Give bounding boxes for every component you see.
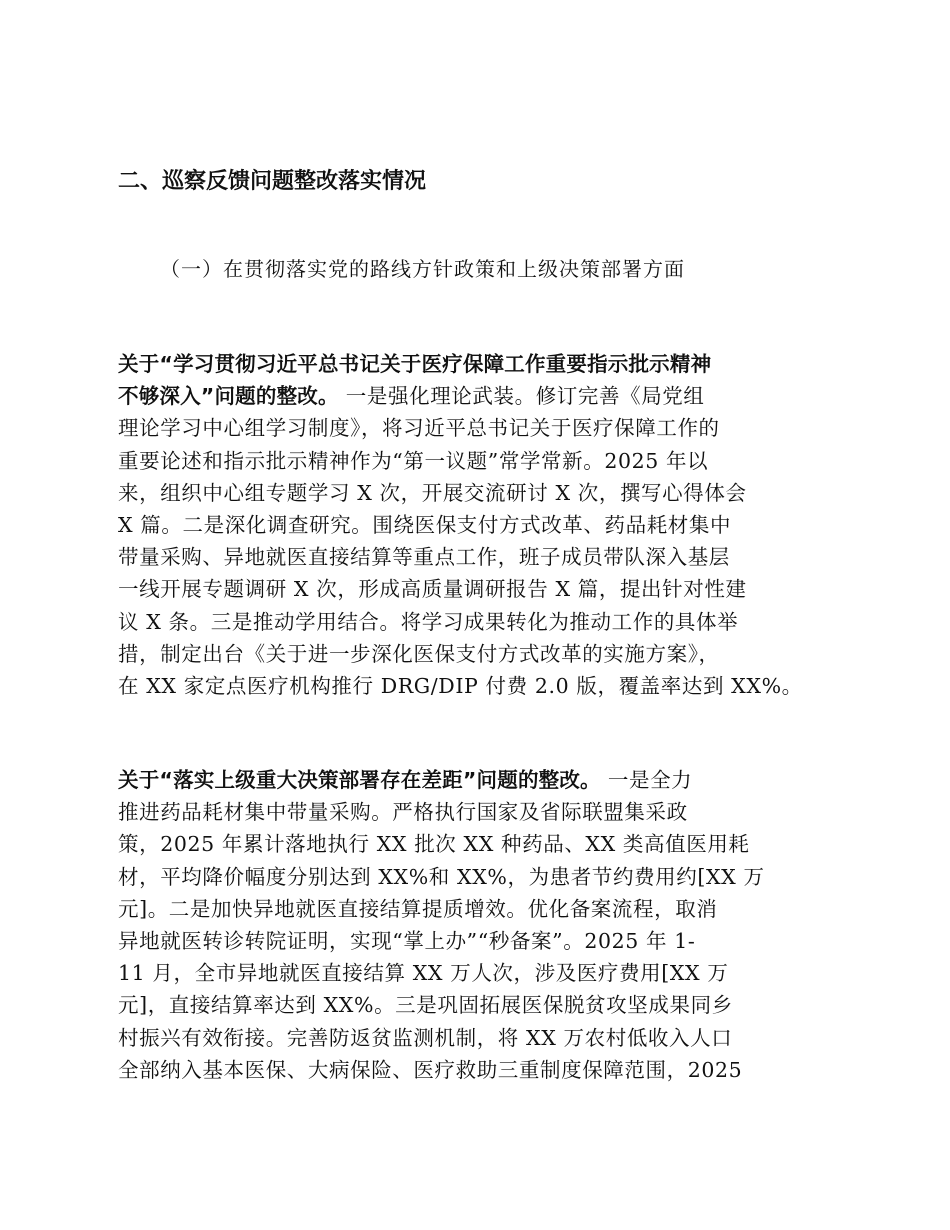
paragraph-line: 议 X 条。三是推动学用结合。将学习成果转化为推动工作的具体举 <box>118 609 739 634</box>
bold-lead: 关于“落实上级重大决策部署存在差距”问题的整改。 <box>118 768 601 792</box>
paragraph-line: 策，2025 年累计落地执行 XX 批次 XX 种药品、XX 类高值医用耗 <box>118 832 750 857</box>
paragraph-line <box>118 764 765 796</box>
paragraph-line: 一线开展专题调研 X 次，形成高质量调研报告 X 篇，提出针对性建 <box>118 577 747 602</box>
paragraph-line: 来，组织中心组专题学习 X 次，开展交流研讨 X 次，撰写心得体会 <box>118 480 747 505</box>
line-text: 一是强化理论武装。修订完善《局党组 <box>338 384 705 409</box>
paragraph-line: 全部纳入基本医保、大病保险、医疗救助三重制度保障范围，2025 <box>118 1057 743 1082</box>
paragraph-line: 重要论述和指示批示精神作为“第一议题”常学常新。2025 年以 <box>118 448 709 473</box>
paragraph-line: 理论学习中心组学习制度》，将习近平总书记关于医疗保障工作的 <box>118 416 720 441</box>
paragraph-line: 元]。二是加快异地就医直接结算提质增效。优化备案流程，取消 <box>118 896 718 921</box>
section-heading: 二、巡察反馈问题整改落实情况 <box>118 169 427 194</box>
paragraph-line <box>118 348 803 380</box>
paragraph-line: 在 XX 家定点医疗机构推行 DRG/DIP 付费 2.0 版，覆盖率达到 XX%。 <box>118 674 803 699</box>
paragraph-line: 措，制定出台《关于进一步深化医保支付方式改革的实施方案》， <box>118 641 720 666</box>
paragraph-rectification-2 <box>118 764 765 1086</box>
paragraph-line: 推进药品耗材集中带量采购。严格执行国家及省际联盟集采政 <box>118 800 688 825</box>
sub-heading: （一）在贯彻落实党的路线方针政策和上级决策部署方面 <box>160 257 685 281</box>
paragraph-line: 异地就医转诊转院证明，实现“掌上办”“秒备案”。2025 年 1- <box>118 929 696 954</box>
paragraph-line: 村振兴有效衔接。完善防返贫监测机制，将 XX 万农村低收入人口 <box>118 1025 733 1050</box>
paragraph-line <box>118 380 803 412</box>
paragraph-line: 元]，直接结算率达到 XX%。三是巩固拓展医保脱贫攻坚成果同乡 <box>118 993 733 1018</box>
line-text: 一是全力 <box>600 768 693 792</box>
bold-lead: 关于“学习贯彻习近平总书记关于医疗保障工作重要指示批示精神 <box>118 352 712 376</box>
paragraph-line: X 篇。二是深化调查研究。围绕医保支付方式改革、药品耗材集中 <box>118 513 732 538</box>
paragraph-line: 11 月，全市异地就医直接结算 XX 万人次，涉及医疗费用[XX 万 <box>118 961 729 986</box>
paragraph-line: 带量采购、异地就医直接结算等重点工作，班子成员带队深入基层 <box>118 545 730 570</box>
bold-lead: 不够深入”问题的整改。 <box>118 384 339 409</box>
paragraph-line: 材，平均降价幅度分别达到 XX%和 XX%，为患者节约费用约[XX 万 <box>118 864 765 889</box>
paragraph-rectification-1 <box>118 348 803 702</box>
